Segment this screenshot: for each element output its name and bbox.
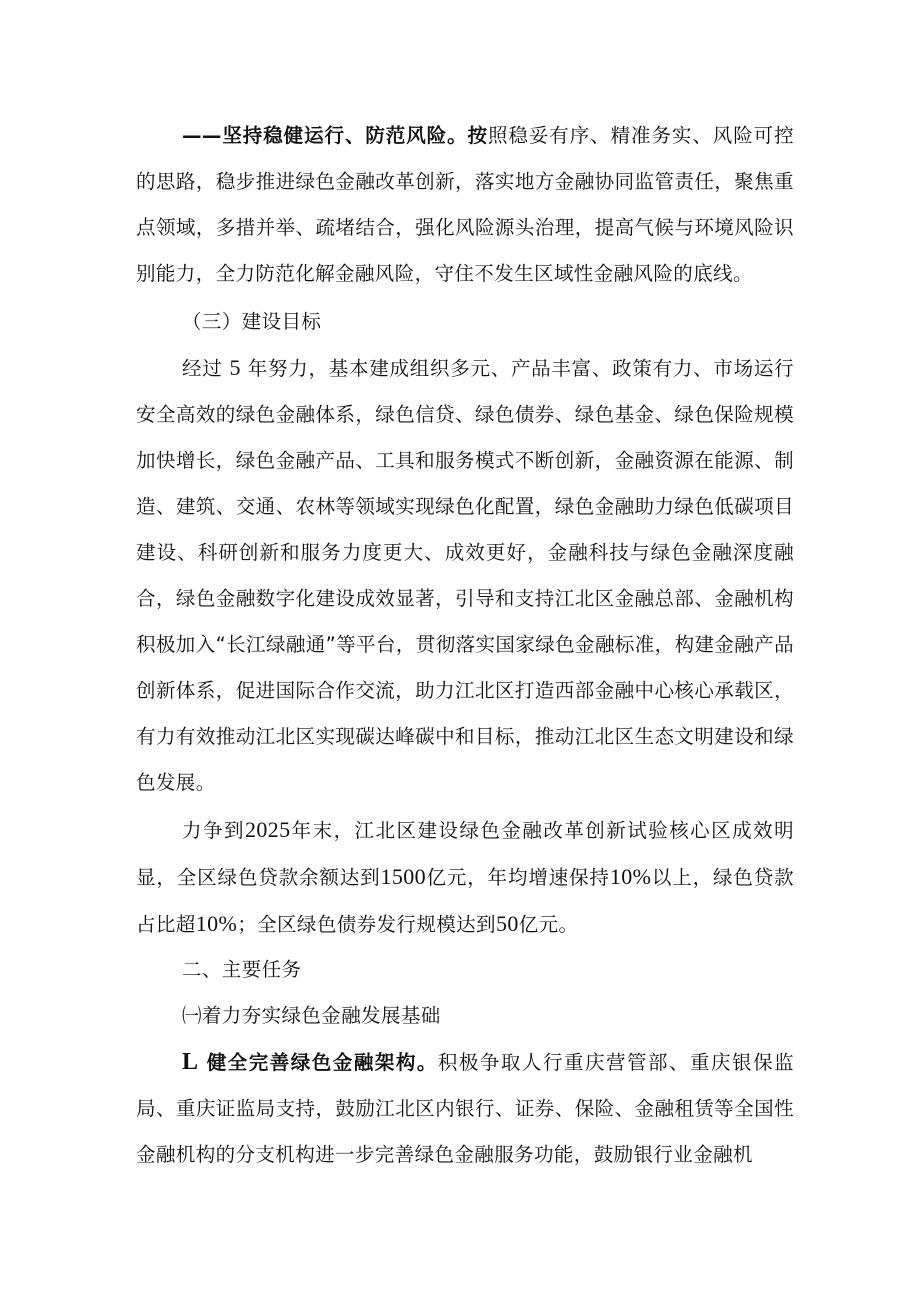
item-1-marker: L bbox=[182, 1049, 199, 1075]
subsection-1-heading: ㈠着力夯实绿色金融发展基础 bbox=[182, 1004, 441, 1027]
main-tasks-heading: 二、主要任务 bbox=[182, 958, 302, 981]
goal-paragraph bbox=[136, 345, 794, 806]
target-loan: 1500 bbox=[380, 864, 427, 889]
goal-years: 5 bbox=[229, 355, 241, 380]
target-text-5: ；全区绿色债券发行规模达到 bbox=[237, 913, 496, 936]
section-3-heading: （三）建设目标 bbox=[182, 310, 322, 333]
target-bonds: 50 bbox=[495, 911, 519, 936]
target-text-1: 力争到 bbox=[182, 819, 245, 842]
target-text-4: 以上，绿色贷款占比超 bbox=[136, 866, 794, 936]
goal-text-1: 经过 bbox=[182, 357, 230, 380]
item-1-title: 健全完善绿色金融架构。 bbox=[198, 1051, 438, 1074]
target-text-3: 亿元，年均增速保持 bbox=[426, 866, 610, 889]
item-1-paragraph bbox=[136, 1039, 794, 1178]
principle-paragraph bbox=[136, 113, 794, 297]
goal-text-2: 年努力，基本建成组织多元、产品丰富、政策有力、市场运行安全高效的绿色金融体系，绿色信贷、绿色债券、绿色基金、绿色保险规模加快增长，绿色金融产品、工具和服务模式不断创新，金融资源在能源、制造、建筑、交通、农林等领域实现绿色化配置，绿色金融助力绿色低碳项目建设、科研创新和服务力度更大、成效更好，金融科技与绿色金融深度融合，绿色金融数字化建设成效显著，引导和支持江北区金融总部、金融机构积极加入“长江绿融通”等平台，贯彻落实国家绿色金融标准，构建金融产品创新体系，促进国际合作交流，助力江北区打造西部金融中心核心承载区，有力有效推动江北区实现碳达峰碳中和目标，推动江北区生态文明建设和绿色发展。 bbox=[136, 357, 794, 794]
principle-body: 照稳妥有序、精准务实、风险可控的思路，稳步推进绿色金融改革创新，落实地方金融协同监管责任，聚焦重点领域，多措并举、疏堵结合，强化风险源头治理，提高气候与环境风险识别能力，全力防范化解金融风险，守住不发生区域性金融风险的底线。 bbox=[136, 124, 794, 285]
target-text-2: 年末，江北区建设绿色金融改革创新试验核心区成效明显，全区绿色贷款余额达到 bbox=[136, 819, 794, 889]
target-year: 2025 bbox=[244, 817, 291, 842]
target-text-6: 亿元。 bbox=[518, 913, 579, 936]
target-paragraph bbox=[136, 807, 794, 948]
target-growth: 10% bbox=[609, 864, 652, 889]
principle-lead: ——坚持稳健运行、防范风险。按 bbox=[182, 124, 488, 147]
target-share: 10% bbox=[195, 911, 238, 936]
item-1-body: 积极争取人行重庆营管部、重庆银保监局、重庆证监局支持，鼓励江北区内银行、证券、保险、金融租赁等全国性金融机构的分支机构进一步完善绿色金融服务功能，鼓励银行业金融机 bbox=[136, 1051, 794, 1166]
